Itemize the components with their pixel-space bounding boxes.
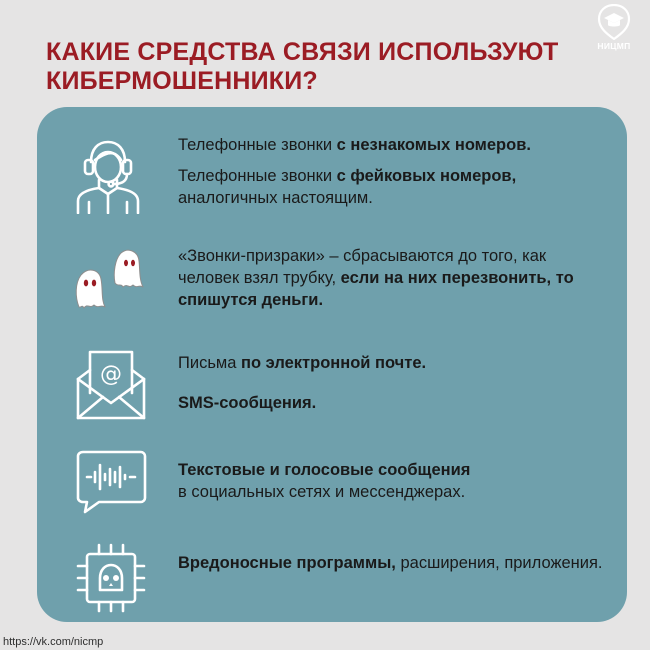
graduation-cap-icon <box>597 4 631 40</box>
title-line-1: КАКИЕ СРЕДСТВА СВЯЗИ ИСПОЛЬЗУЮТ <box>46 38 559 66</box>
ghost-calls-text <box>178 245 608 311</box>
text-normal: аналогичных настоящим. <box>178 189 373 207</box>
item-ghost-calls <box>37 245 627 325</box>
malware-chip-icon <box>75 542 147 614</box>
page-title <box>46 38 586 96</box>
ghosts-icon <box>71 247 151 313</box>
email-sms-text <box>178 352 608 414</box>
call-center-operator-icon <box>75 134 141 214</box>
text-bold: Вредоносные программы, <box>178 554 396 572</box>
text-normal: Письма <box>178 354 242 372</box>
malware-text <box>178 552 608 574</box>
svg-text:@: @ <box>100 362 122 387</box>
text-bold: с фейковых номеров, <box>336 167 517 185</box>
item-malware <box>37 542 627 622</box>
footer-link[interactable]: https://vk.com/nicmp <box>3 636 104 648</box>
text-normal: Телефонные звонки <box>178 136 337 154</box>
item-messages <box>37 450 627 530</box>
text-bold: если на них перезвонить, то спишутся деньги. <box>178 269 574 309</box>
content-panel <box>37 107 627 622</box>
text-bold: с незнакомых номеров. <box>336 136 531 154</box>
title-line-2: КИБЕРМОШЕННИКИ? <box>46 67 318 95</box>
text-normal: в социальных сетях и мессенджерах. <box>178 483 466 501</box>
text-normal: «Звонки-призраки» – сбрасываются до того, как человек взял трубку, <box>178 247 547 287</box>
text-bold: SMS-сообщения. <box>178 394 317 412</box>
messages-text <box>178 459 608 503</box>
item-email-sms <box>37 345 627 425</box>
text-normal: Телефонные звонки <box>178 167 337 185</box>
logo-text: НИЦМП <box>597 41 631 51</box>
item-phone-calls <box>37 129 627 219</box>
logo <box>594 4 634 58</box>
email-envelope-icon <box>75 349 147 421</box>
text-normal: расширения, приложения. <box>395 554 603 572</box>
text-bold: по электронной почте. <box>241 354 427 372</box>
text-bold: Текстовые и голосовые сообщения <box>178 461 471 479</box>
phone-calls-text <box>178 134 608 209</box>
voice-message-icon <box>75 450 147 514</box>
